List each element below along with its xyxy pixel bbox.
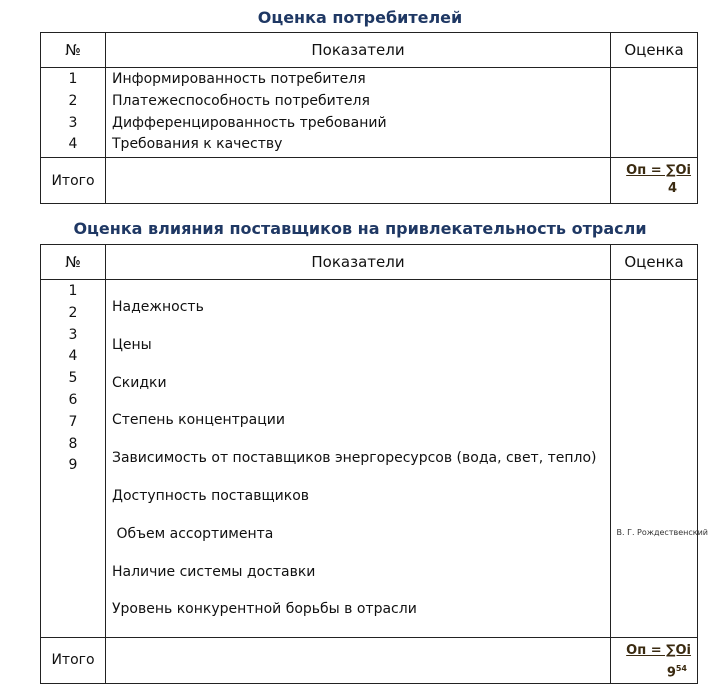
indicator: Объем ассортимента xyxy=(112,525,274,542)
formula-numerator: Оп = ∑Оi xyxy=(626,163,691,178)
row-number: 5 xyxy=(68,370,78,387)
total-empty xyxy=(106,638,611,683)
indicator: Надежность xyxy=(112,299,204,315)
indicator: Скидки xyxy=(112,374,167,391)
indicator: Цены xyxy=(112,336,152,353)
page-number: 54 xyxy=(675,664,687,674)
author-credit: В. Г. Рождественский xyxy=(616,528,708,537)
total-label: Итого xyxy=(41,638,106,683)
score-cell xyxy=(611,68,698,158)
total-formula xyxy=(611,158,698,204)
table-row xyxy=(41,68,698,158)
indicator: Зависимость от поставщиков энергоресурсов (вода, свет, тепло) xyxy=(112,450,597,467)
row-number: 2 xyxy=(68,304,78,321)
formula-denominator: 9 xyxy=(666,665,676,681)
indicator: Платежеспособность потребителя xyxy=(112,92,370,109)
header-number: № xyxy=(41,245,106,280)
row-number: 9 xyxy=(68,457,78,474)
number-list xyxy=(41,68,106,158)
total-formula xyxy=(611,638,698,683)
row-number: 1 xyxy=(68,71,78,87)
header-number: № xyxy=(41,33,106,68)
table-row xyxy=(41,280,698,638)
header-indicators: Показатели xyxy=(106,33,611,68)
row-number: 8 xyxy=(68,435,78,452)
indicator-list xyxy=(106,280,611,638)
indicator: Наличие системы доставки xyxy=(112,563,316,580)
row-number: 2 xyxy=(68,92,78,109)
suppliers-table xyxy=(40,244,698,684)
indicator: Требования к качеству xyxy=(112,136,283,153)
score-cell xyxy=(611,280,698,638)
indicator: Дифференцированность требований xyxy=(112,114,387,131)
table-header-row xyxy=(41,245,698,280)
row-number: 7 xyxy=(68,413,78,430)
consumers-table xyxy=(40,32,698,204)
total-row xyxy=(41,638,698,683)
indicator: Информированность потребителя xyxy=(112,71,366,87)
consumers-title: Оценка потребителей xyxy=(257,8,463,27)
table-header-row xyxy=(41,33,698,68)
suppliers-title: Оценка влияния поставщиков на привлекательность отрасли xyxy=(73,219,647,238)
total-empty xyxy=(106,158,611,204)
number-list xyxy=(41,280,106,638)
total-row xyxy=(41,158,698,204)
total-label: Итого xyxy=(41,158,106,204)
row-number: 6 xyxy=(68,391,78,408)
row-number: 3 xyxy=(68,114,78,131)
formula-denominator: 4 xyxy=(667,181,677,196)
indicator: Степень концентрации xyxy=(112,412,285,429)
header-score: Оценка xyxy=(611,245,698,280)
row-number: 4 xyxy=(68,136,78,153)
row-number: 4 xyxy=(68,348,78,365)
header-indicators: Показатели xyxy=(106,245,611,280)
row-number: 1 xyxy=(68,283,78,299)
row-number: 3 xyxy=(68,326,78,343)
indicator: Доступность поставщиков xyxy=(112,487,310,504)
header-score: Оценка xyxy=(611,33,698,68)
indicator: Уровень конкурентной борьбы в отрасли xyxy=(112,601,417,618)
indicator-list xyxy=(106,68,611,158)
formula-numerator: Оп = ∑Оi xyxy=(626,643,691,659)
